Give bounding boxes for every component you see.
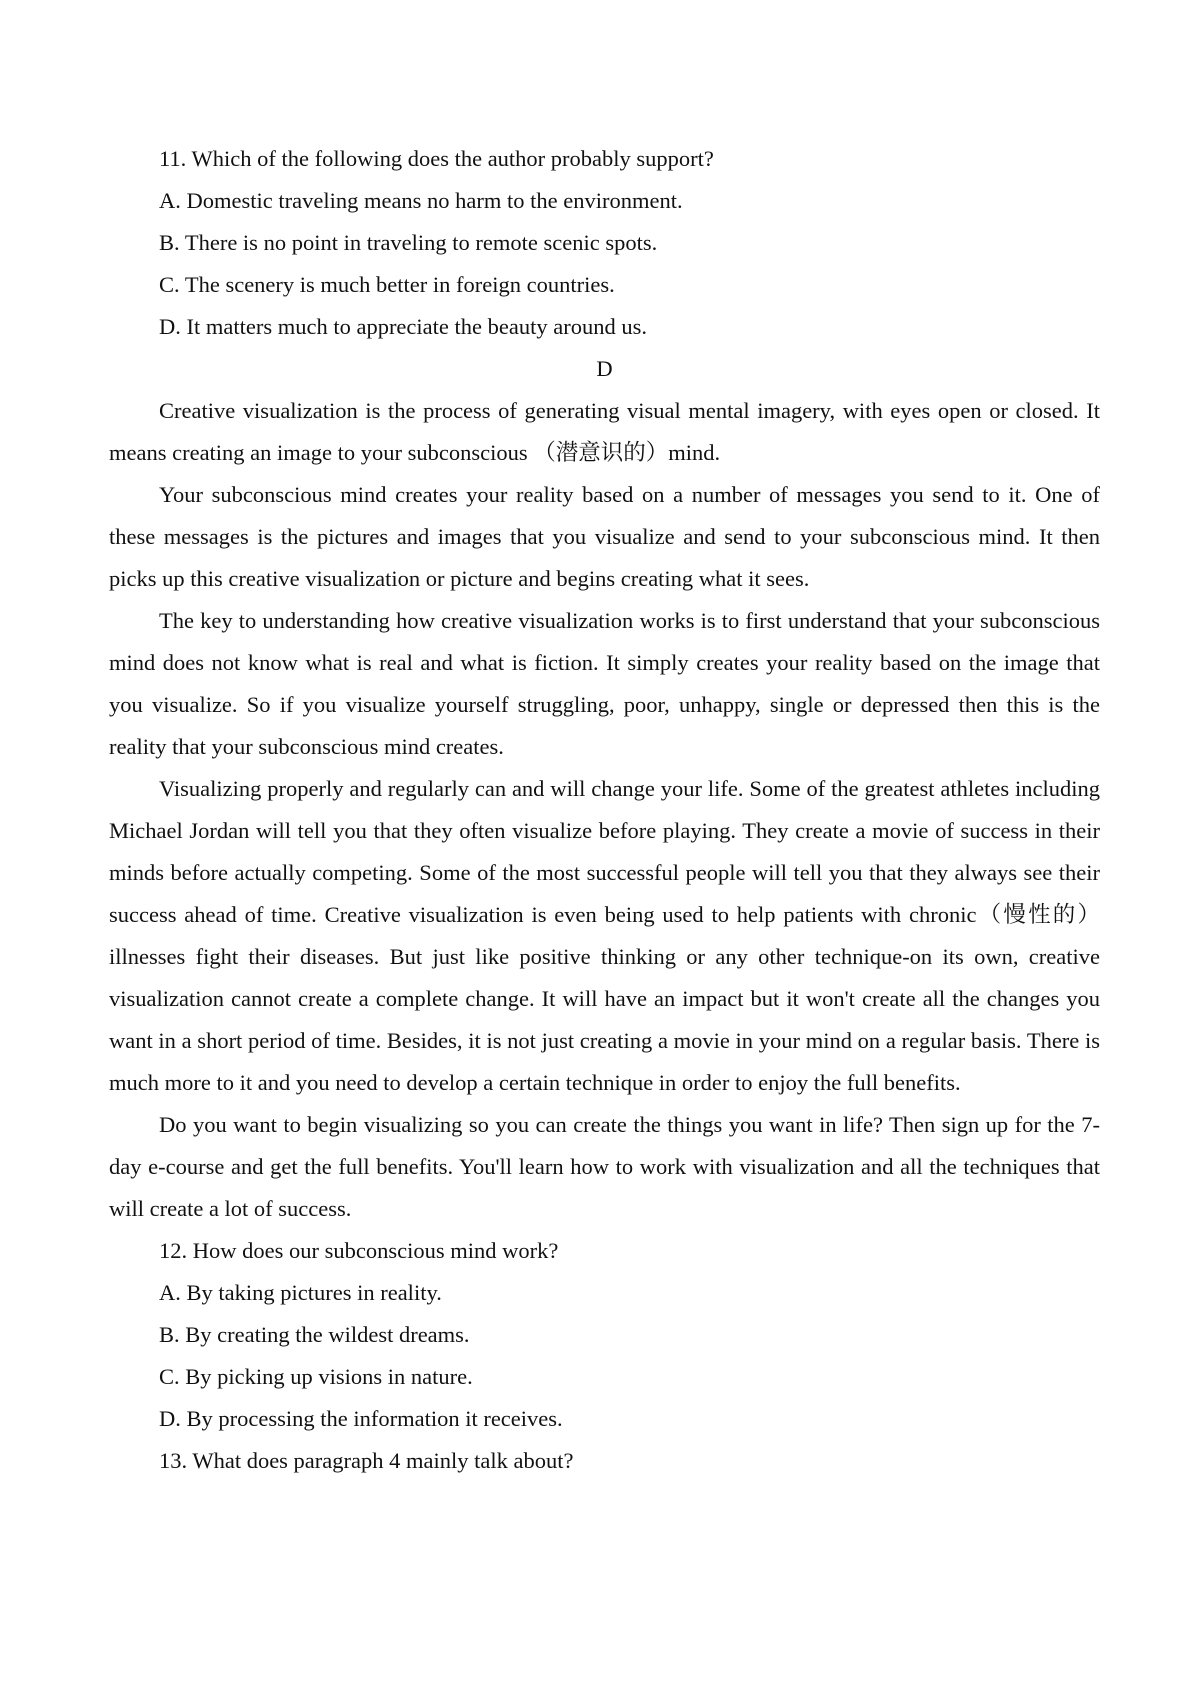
- passage-paragraph-2: Your subconscious mind creates your reality based on a number of messages you send to it. One of these messages is the pictures and images that you visualize and send to your subconscious mind. It then picks up this creative visualization or picture and begins creating what it sees.: [109, 482, 1100, 591]
- question-11: 11. Which of the following does the author probably support?: [159, 146, 714, 171]
- question-12: 12. How does our subconscious mind work?: [159, 1238, 559, 1263]
- question-11-option-b: B. There is no point in traveling to remote scenic spots.: [159, 230, 658, 255]
- passage-paragraph-4: Visualizing properly and regularly can and will change your life. Some of the greatest athletes including Michael Jordan will tell you that they often visualize before playing. They create a movie of success in their minds before actually competing. Some of the most successful people will tell you that they always see their success ahead of time. Creative visualization is even being used to help patients with chronic（慢性的）illnesses fight their diseases. But just like positive thinking or any other technique-on its own, creative visualization cannot create a complete change. It will have an impact but it won't create all the changes you want in a short period of time. Besides, it is not just creating a movie in your mind on a regular basis. There is much more to it and you need to develop a certain technique in order to enjoy the full benefits.: [109, 776, 1100, 1095]
- question-12-option-d: D. By processing the information it receives.: [159, 1406, 563, 1431]
- document-page: [109, 138, 1100, 1482]
- passage-paragraph-1: Creative visualization is the process of generating visual mental imagery, with eyes open or closed. It means creating an image to your subconscious （潜意识的）mind.: [109, 398, 1100, 465]
- question-12-option-b: B. By creating the wildest dreams.: [159, 1322, 470, 1347]
- question-12-option-c: C. By picking up visions in nature.: [159, 1364, 473, 1389]
- question-12-option-a: A. By taking pictures in reality.: [159, 1280, 442, 1305]
- section-letter: D: [596, 356, 613, 381]
- passage-paragraph-5: Do you want to begin visualizing so you can create the things you want in life? Then sign up for the 7-day e-course and get the full benefits. You'll learn how to work with visualization and all the techniques that will create a lot of success.: [109, 1112, 1100, 1221]
- question-13: 13. What does paragraph 4 mainly talk about?: [159, 1448, 574, 1473]
- question-11-option-c: C. The scenery is much better in foreign countries.: [159, 272, 615, 297]
- passage-paragraph-3: The key to understanding how creative visualization works is to first understand that your subconscious mind does not know what is real and what is fiction. It simply creates your reality based on the image that you visualize. So if you visualize yourself struggling, poor, unhappy, single or depressed then this is the reality that your subconscious mind creates.: [109, 608, 1100, 759]
- question-11-option-a: A. Domestic traveling means no harm to the environment.: [159, 188, 683, 213]
- question-11-option-d: D. It matters much to appreciate the beauty around us.: [159, 314, 647, 339]
